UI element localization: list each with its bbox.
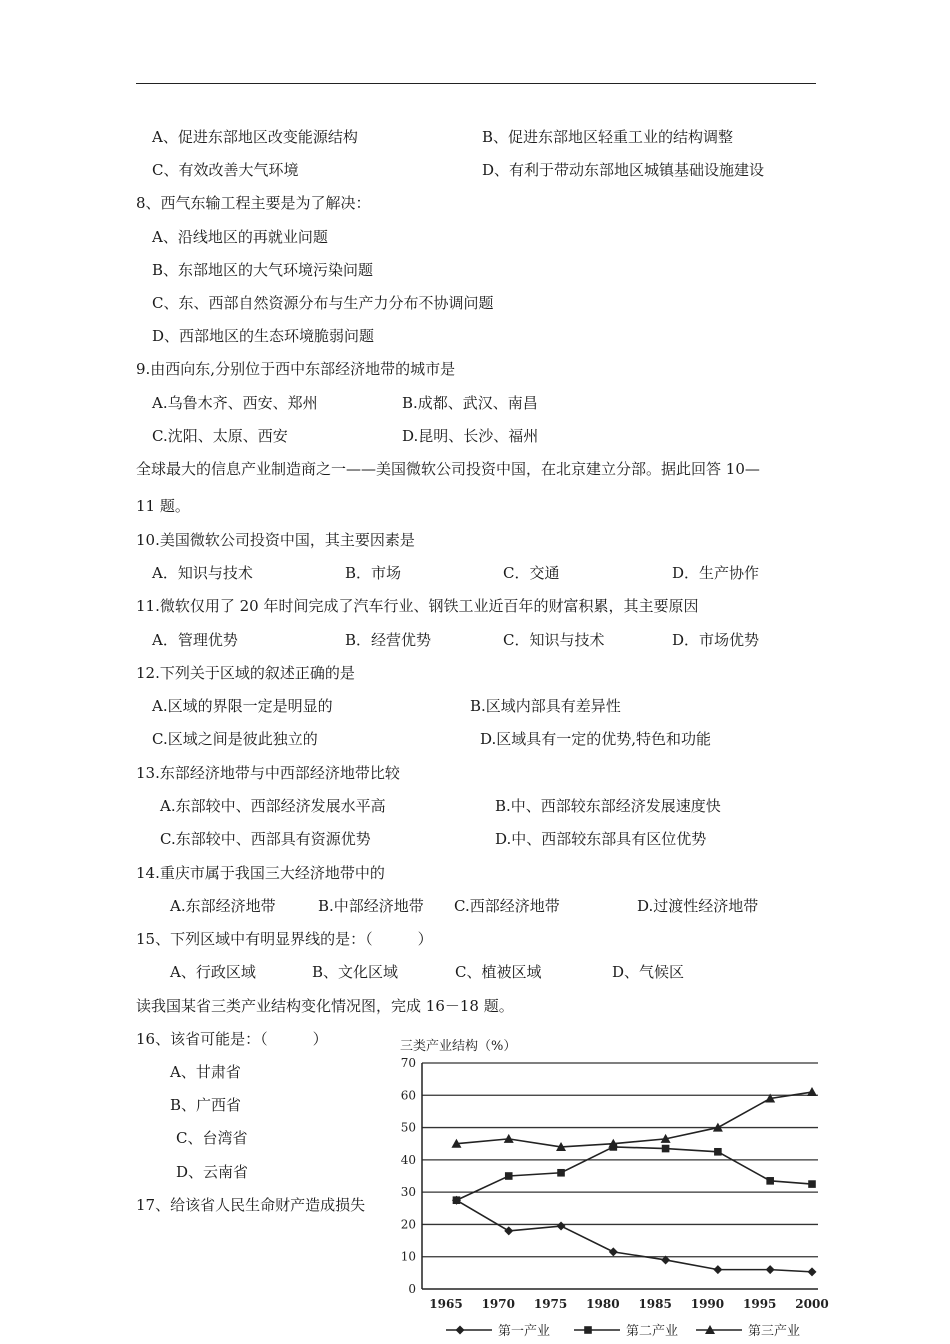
data-point-triangle (504, 1134, 514, 1143)
q12-option-d: D.区域具有一定的优势,特色和功能 (480, 730, 712, 748)
q17-stem: 17、给该省人民生命财产造成损失 (136, 1196, 366, 1214)
passage-10-11-line1: 全球最大的信息产业制造商之一——美国微软公司投资中国，在北京建立分部。据此回答 10— (136, 460, 760, 478)
y-tick-label: 20 (400, 1217, 416, 1232)
q8-stem: 8、西气东输工程主要是为了解决： (136, 194, 371, 212)
data-point-square (808, 1180, 816, 1188)
q13-stem: 13.东部经济地带与中西部经济地带比较 (136, 764, 400, 782)
x-tick-label: 2000 (795, 1297, 829, 1311)
y-tick-label: 70 (400, 1056, 416, 1070)
q8-option-b: B、东部地区的大气环境污染问题 (152, 261, 374, 279)
q12-option-a: A.区域的界限一定是明显的 (152, 697, 333, 715)
q10-option-a: A．知识与技术 (152, 564, 253, 582)
data-point-square (557, 1169, 565, 1177)
x-tick-label: 1975 (533, 1297, 568, 1311)
q13-option-c: C.东部较中、西部具有资源优势 (160, 830, 371, 848)
data-point-diamond (713, 1265, 722, 1274)
industry-structure-chart (378, 1036, 838, 1342)
q15-option-b: B、文化区域 (312, 963, 399, 981)
data-point-square (714, 1148, 722, 1156)
q16-option-d: D、云南省 (176, 1163, 249, 1181)
data-point-square (766, 1177, 774, 1185)
data-point-diamond (609, 1247, 618, 1256)
q12-stem: 12.下列关于区域的叙述正确的是 (136, 664, 355, 682)
data-point-triangle (807, 1087, 817, 1096)
data-point-diamond (808, 1267, 817, 1276)
y-tick-label: 10 (400, 1249, 416, 1264)
q11-option-d: D．市场优势 (672, 631, 760, 649)
y-tick-label: 50 (400, 1120, 416, 1135)
data-point-square (453, 1196, 461, 1204)
y-tick-label: 60 (400, 1088, 416, 1103)
q14-option-c: C.西部经济地带 (454, 897, 560, 915)
x-tick-label: 1980 (586, 1297, 620, 1311)
data-point-square (505, 1172, 513, 1180)
q11-option-c: C．知识与技术 (503, 631, 605, 649)
q11-option-a: A．管理优势 (152, 631, 238, 649)
legend-label: 第一产业 (498, 1324, 551, 1339)
q12-option-c: C.区域之间是彼此独立的 (152, 730, 318, 748)
x-tick-label: 1995 (743, 1297, 777, 1311)
q7-option-a: A、促进东部地区改变能源结构 (152, 128, 358, 146)
q11-option-b: B．经营优势 (345, 631, 432, 649)
q15-stem: 15、下列区域中有明显界线的是：（ ） (136, 930, 433, 948)
q9-option-d: D.昆明、长沙、福州 (402, 427, 539, 445)
chart-title: 三类产业结构（%） (400, 1039, 517, 1054)
q9-option-b: B.成都、武汉、南昌 (402, 394, 538, 412)
q10-option-c: C．交通 (503, 564, 560, 582)
header-rule (136, 83, 816, 84)
q8-option-a: A、沿线地区的再就业问题 (152, 228, 328, 246)
q15-option-c: C、植被区域 (455, 963, 542, 981)
q16-stem: 16、该省可能是：（ ） (136, 1030, 328, 1048)
q10-stem: 10.美国微软公司投资中国，其主要因素是 (136, 531, 415, 549)
y-tick-label: 0 (408, 1282, 416, 1296)
y-tick-label: 30 (400, 1185, 416, 1200)
q8-option-c: C、东、西部自然资源分布与生产力分布不协调问题 (152, 294, 494, 312)
q7-option-b: B、促进东部地区轻重工业的结构调整 (482, 128, 734, 146)
q7-option-c: C、有效改善大气环境 (152, 161, 299, 179)
q7-option-d: D、有利于带动东部地区城镇基础设施建设 (482, 161, 765, 179)
q10-option-d: D．生产协作 (672, 564, 760, 582)
y-tick-label: 40 (400, 1152, 416, 1167)
data-point-square (662, 1145, 670, 1153)
legend-marker-square (584, 1326, 592, 1334)
x-tick-label: 1990 (690, 1297, 725, 1311)
q13-option-d: D.中、西部较东部具有区位优势 (495, 830, 707, 848)
q16-option-a: A、甘肃省 (170, 1063, 241, 1081)
q9-option-c: C.沈阳、太原、西安 (152, 427, 288, 445)
q13-option-b: B.中、西部较东部经济发展速度快 (495, 797, 721, 815)
q14-option-b: B.中部经济地带 (318, 897, 424, 915)
q9-option-a: A.乌鲁木齐、西安、郑州 (152, 394, 318, 412)
data-point-diamond (766, 1265, 775, 1274)
passage-10-11-line2: 11 题。 (136, 497, 190, 515)
q11-stem: 11.微软仅用了 20 年时间完成了汽车行业、钢铁工业近百年的财富积累，其主要原因 (136, 597, 699, 615)
q15-option-d: D、气候区 (612, 963, 685, 981)
q14-stem: 14.重庆市属于我国三大经济地带中的 (136, 864, 385, 882)
q16-option-c: C、台湾省 (176, 1129, 248, 1147)
x-tick-label: 1985 (638, 1297, 672, 1311)
series-line-1 (456, 1200, 812, 1272)
q9-stem: 9.由西向东,分别位于西中东部经济地带的城市是 (136, 360, 456, 378)
q10-option-b: B．市场 (345, 564, 402, 582)
q16-option-b: B、广西省 (170, 1096, 242, 1114)
legend-label: 第二产业 (626, 1324, 679, 1339)
q15-option-a: A、行政区域 (170, 963, 256, 981)
q14-option-d: D.过渡性经济地带 (637, 897, 759, 915)
q14-option-a: A.东部经济地带 (170, 897, 276, 915)
passage-16-18: 读我国某省三类产业结构变化情况图，完成 16－18 题。 (136, 997, 514, 1015)
x-tick-label: 1965 (429, 1297, 463, 1311)
data-point-diamond (557, 1222, 566, 1231)
legend-label: 第三产业 (748, 1324, 801, 1339)
data-point-diamond (504, 1226, 513, 1235)
legend-marker-diamond (456, 1326, 465, 1335)
x-tick-label: 1970 (481, 1297, 515, 1311)
q12-option-b: B.区域内部具有差异性 (470, 697, 621, 715)
q13-option-a: A.东部较中、西部经济发展水平高 (160, 797, 386, 815)
q8-option-d: D、西部地区的生态环境脆弱问题 (152, 327, 375, 345)
